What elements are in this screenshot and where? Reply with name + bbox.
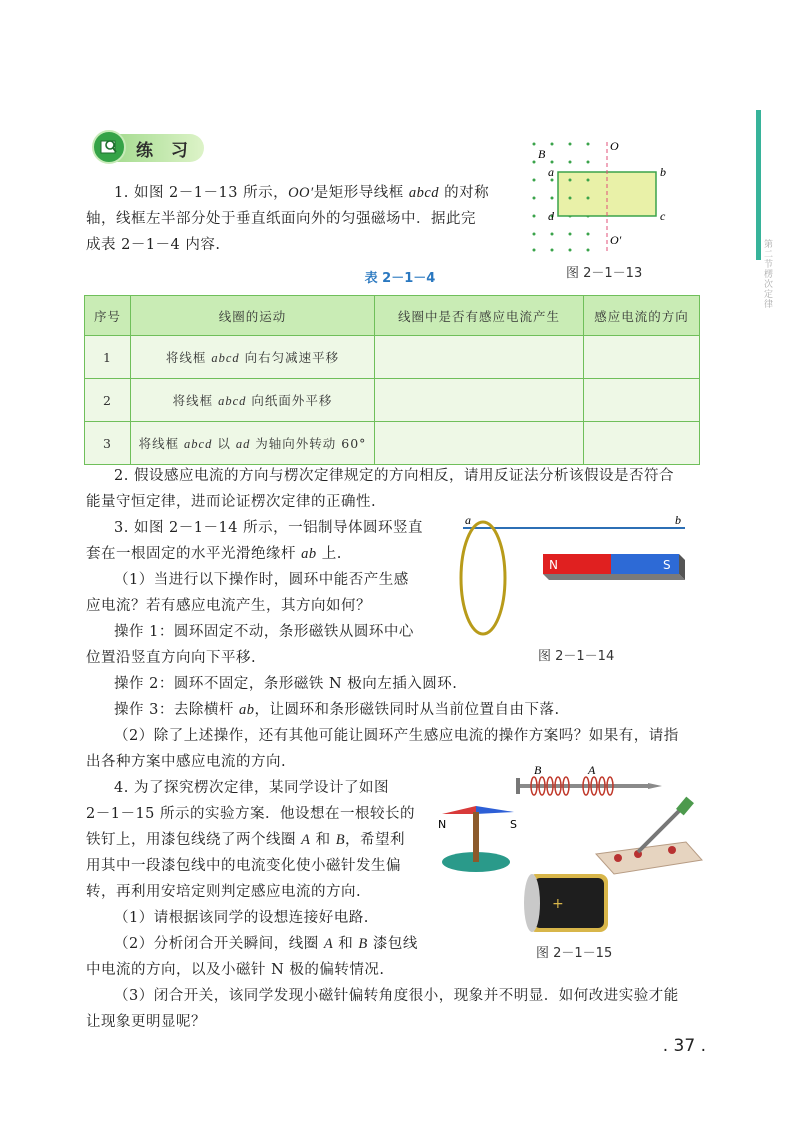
q3-sub2-line1: （2）除了上述操作，还有其他可能让圆环产生感应电流的操作方案吗？如果有，请指 <box>114 728 679 744</box>
row-has-current <box>375 379 584 422</box>
q3-op1-line2: 位置沿竖直方向向下平移. <box>86 650 257 666</box>
svg-text:d: d <box>548 209 554 223</box>
row-motion: 将线框 abcd 以 ad 为轴向外转动 60° <box>131 422 375 465</box>
q4-sub1: （1）请根据该同学的设想连接好电路. <box>114 910 369 926</box>
table-header-cell: 感应电流的方向 <box>584 296 700 336</box>
q4-line4: 用其中一段漆包线中的电流变化使小磁针发生偏 <box>86 858 401 874</box>
figure-2-1-15-caption: 图 2－1－15 <box>536 946 613 961</box>
battery <box>524 874 608 932</box>
svg-text:O: O <box>610 139 619 153</box>
q3-sub1-line2: 应电流？若有感应电流产生，其方向如何？ <box>86 598 371 614</box>
chapter-side-tab <box>756 110 761 260</box>
q2-line1: 2. 假设感应电流的方向与楞次定律规定的方向相反，请用反证法分析该假设是否符合 <box>114 468 674 484</box>
table-caption: 表 2－1－4 <box>364 271 436 286</box>
row-current-direction <box>584 422 700 465</box>
svg-text:b: b <box>660 165 666 179</box>
svg-text:A: A <box>588 763 596 777</box>
q3-line1: 3. 如图 2－1－14 所示，一铝制导体圆环竖直 <box>114 520 424 536</box>
svg-text:O′: O′ <box>610 233 622 247</box>
q4-line2: 2－1－15 所示的实验方案．他设想在一根较长的 <box>86 806 416 822</box>
magnifier-book-icon <box>92 130 126 164</box>
q4-sub2-line1: （2）分析闭合开关瞬间，线圈 A 和 B 漆包线 <box>114 936 418 952</box>
table-header-cell: 线圈的运动 <box>131 296 375 336</box>
q1-line1: 1. 如图 2－1－13 所示，OO′是矩形导线框 abcd 的对称 <box>114 185 490 201</box>
row-current-direction <box>584 336 700 379</box>
table-header-row <box>85 296 700 336</box>
chapter-side-label: 第二节 楞次定律 <box>764 240 774 310</box>
q2-line2: 能量守恒定律，进而论证楞次定律的正确性. <box>86 494 377 510</box>
q1-line3: 成表 2－1－4 内容. <box>86 237 221 253</box>
q3-op1-line1: 操作 1：圆环固定不动，条形磁铁从圆环中心 <box>114 624 414 640</box>
aluminum-ring <box>461 522 505 634</box>
row-current-direction <box>584 379 700 422</box>
page-number: . 37 . <box>662 1036 706 1056</box>
figure-2-1-13 <box>520 132 670 262</box>
figure-2-1-15 <box>436 762 716 940</box>
svg-text:B: B <box>538 147 546 161</box>
knife-switch <box>596 797 702 874</box>
q4-line3: 铁钉上，用漆包线绕了两个线圈 A 和 B，希望利 <box>86 832 406 848</box>
q3-sub1-line1: （1）当进行以下操作时，圆环中能否产生感 <box>114 572 409 588</box>
svg-text:a: a <box>465 513 471 527</box>
q4-sub2-line2: 中电流的方向，以及小磁针 N 极的偏转情况. <box>86 962 385 978</box>
table-row <box>85 379 700 422</box>
svg-text:S: S <box>510 818 517 831</box>
svg-text:a: a <box>548 165 554 179</box>
q3-sub2-line2: 出各种方案中感应电流的方向. <box>86 754 287 770</box>
svg-text:S: S <box>663 558 671 572</box>
row-has-current <box>375 336 584 379</box>
row-motion: 将线框 abcd 向右匀减速平移 <box>131 336 375 379</box>
figure-2-1-14-caption: 图 2－1－14 <box>538 649 615 664</box>
q3-line2: 套在一根固定的水平光滑绝缘杆 ab 上. <box>86 546 342 562</box>
q4-line1: 4. 为了探究楞次定律，某同学设计了如图 <box>114 780 389 796</box>
svg-text:B: B <box>534 763 542 777</box>
figure-2-1-13-caption: 图 2－1－13 <box>566 266 643 281</box>
row-motion: 将线框 abcd 向纸面外平移 <box>131 379 375 422</box>
row-number: 3 <box>85 422 131 465</box>
row-number: 1 <box>85 336 131 379</box>
data-table <box>84 295 700 465</box>
q3-op3: 操作 3：去除横杆 ab，让圆环和条形磁铁同时从当前位置自由下落. <box>114 702 560 718</box>
q3-op2: 操作 2：圆环不固定，条形磁铁 N 极向左插入圆环. <box>114 676 458 692</box>
svg-text:c: c <box>660 209 666 223</box>
q4-line5: 转，再利用安培定则判定感应电流的方向. <box>86 884 362 900</box>
svg-text:b: b <box>675 513 681 527</box>
row-has-current <box>375 422 584 465</box>
table-header-cell: 线圈中是否有感应电流产生 <box>375 296 584 336</box>
table-row <box>85 422 700 465</box>
q4-sub3-line2: 让现象更明显呢？ <box>86 1014 206 1030</box>
svg-text:N: N <box>549 558 558 572</box>
exercise-title: 练 习 <box>136 141 194 161</box>
table-header-cell: 序号 <box>85 296 131 336</box>
svg-text:N: N <box>438 818 447 831</box>
q4-sub3-line1: （3）闭合开关，该同学发现小磁针偏转角度很小，现象并不明显．如何改进实验才能 <box>114 988 679 1004</box>
exercise-header <box>92 130 206 164</box>
q1-line2: 轴，线框左半部分处于垂直纸面向外的匀强磁场中．据此完 <box>86 211 476 227</box>
row-number: 2 <box>85 379 131 422</box>
figure-2-1-14 <box>455 512 695 640</box>
svg-text:+: + <box>552 896 564 912</box>
compass-needle <box>438 806 517 872</box>
table-row <box>85 336 700 379</box>
